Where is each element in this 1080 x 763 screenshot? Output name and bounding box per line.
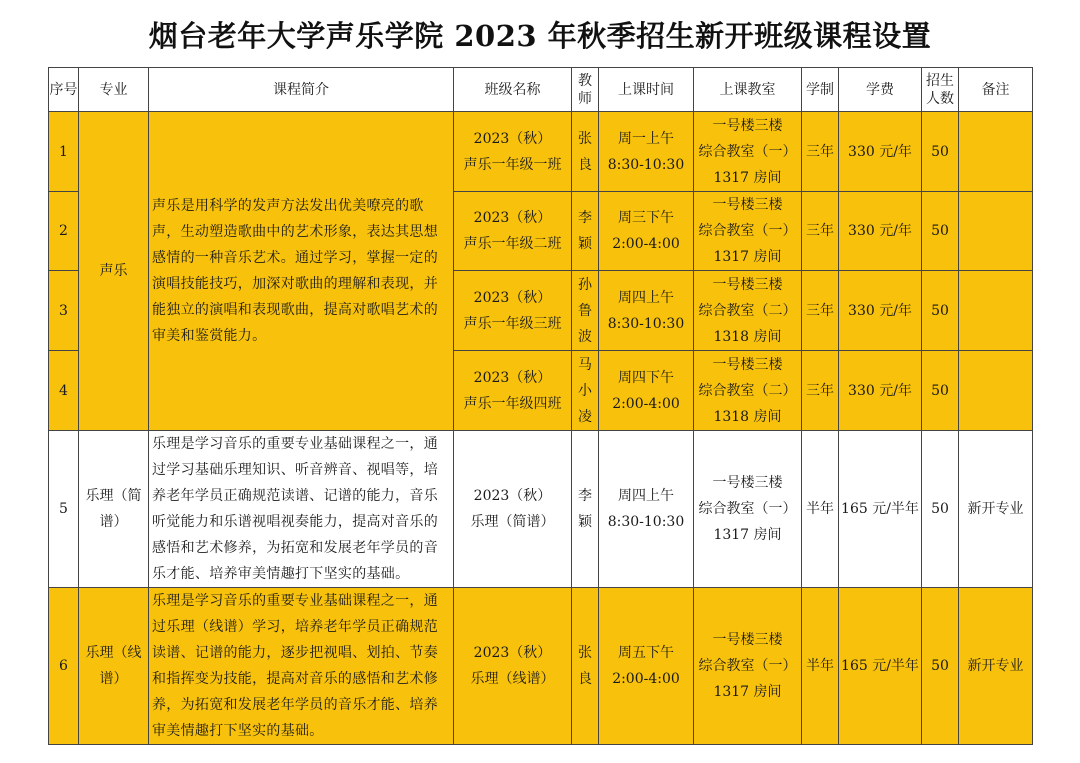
room-cell: 一号楼三楼 综合教室（一） 1317 房间	[694, 431, 802, 588]
intro-cell: 乐理是学习音乐的重要专业基础课程之一，通过乐理（线谱）学习，培养老年学员正确规范读谱、记谱的能力，逐步把视唱、划拍、节奏和指挥变为技能，提高对音乐的感悟和艺术修养，为拓宽和发展老年学员的音乐才能、培养审美情趣打下坚实的基础。	[149, 588, 454, 745]
fee-cell: 165 元/半年	[839, 431, 922, 588]
teacher-cell: 张良	[572, 588, 599, 745]
time-cell: 周四上午 8:30-10:30	[599, 271, 694, 351]
major-cell: 乐理（线谱）	[79, 588, 149, 745]
header-time: 上课时间	[599, 68, 694, 112]
header-class-name: 班级名称	[454, 68, 572, 112]
duration-cell: 半年	[802, 588, 839, 745]
duration-cell: 三年	[802, 351, 839, 431]
notes-cell	[959, 271, 1033, 351]
room-cell: 一号楼三楼 综合教室（一） 1317 房间	[694, 112, 802, 192]
fee-cell: 330 元/年	[839, 271, 922, 351]
class-name-cell: 2023（秋） 声乐一年级三班	[454, 271, 572, 351]
teacher-cell: 李颖	[572, 192, 599, 271]
fee-cell: 330 元/年	[839, 112, 922, 192]
major-cell: 乐理（简谱）	[79, 431, 149, 588]
row-index: 6	[49, 588, 79, 745]
quota-cell: 50	[922, 192, 959, 271]
header-intro: 课程简介	[149, 68, 454, 112]
room-cell: 一号楼三楼 综合教室（二） 1318 房间	[694, 351, 802, 431]
row-index: 5	[49, 431, 79, 588]
class-name-cell: 2023（秋） 声乐一年级二班	[454, 192, 572, 271]
teacher-cell: 孙鲁波	[572, 271, 599, 351]
table-row	[49, 112, 1033, 192]
quota-cell: 50	[922, 431, 959, 588]
time-cell: 周一上午 8:30-10:30	[599, 112, 694, 192]
page-title: 烟台老年大学声乐学院 2023 年秋季招生新开班级课程设置	[148, 19, 932, 53]
room-cell: 一号楼三楼 综合教室（一） 1317 房间	[694, 192, 802, 271]
quota-cell: 50	[922, 271, 959, 351]
intro-cell: 声乐是用科学的发声方法发出优美嘹亮的歌声，生动塑造歌曲中的艺术形象，表达其思想感情的一种音乐艺术。通过学习，掌握一定的演唱技能技巧，加深对歌曲的理解和表现，并能独立的演唱和表现歌曲，提高对歌唱艺术的审美和鉴赏能力。	[149, 112, 454, 431]
class-name-cell: 2023（秋） 乐理（线谱）	[454, 588, 572, 745]
course-table	[48, 67, 1033, 745]
fee-cell: 165 元/半年	[839, 588, 922, 745]
table-row	[49, 588, 1033, 745]
major-cell: 声乐	[79, 112, 149, 431]
quota-cell: 50	[922, 588, 959, 745]
header-teacher: 教师	[572, 68, 599, 112]
quota-cell: 50	[922, 351, 959, 431]
teacher-cell: 马小凌	[572, 351, 599, 431]
header-fee: 学费	[839, 68, 922, 112]
room-cell: 一号楼三楼 综合教室（二） 1318 房间	[694, 271, 802, 351]
class-name-cell: 2023（秋） 声乐一年级四班	[454, 351, 572, 431]
time-cell: 周五下午 2:00-4:00	[599, 588, 694, 745]
class-name-cell: 2023（秋） 声乐一年级一班	[454, 112, 572, 192]
notes-cell	[959, 112, 1033, 192]
room-cell: 一号楼三楼 综合教室（一） 1317 房间	[694, 588, 802, 745]
notes-cell: 新开专业	[959, 588, 1033, 745]
row-index: 2	[49, 192, 79, 271]
duration-cell: 三年	[802, 192, 839, 271]
notes-cell	[959, 192, 1033, 271]
row-index: 4	[49, 351, 79, 431]
duration-cell: 半年	[802, 431, 839, 588]
header-room: 上课教室	[694, 68, 802, 112]
notes-cell: 新开专业	[959, 431, 1033, 588]
header-notes: 备注	[959, 68, 1033, 112]
time-cell: 周四下午 2:00-4:00	[599, 351, 694, 431]
fee-cell: 330 元/年	[839, 351, 922, 431]
time-cell: 周四上午 8:30-10:30	[599, 431, 694, 588]
header-row	[49, 68, 1033, 112]
quota-cell: 50	[922, 112, 959, 192]
teacher-cell: 李颖	[572, 431, 599, 588]
duration-cell: 三年	[802, 112, 839, 192]
duration-cell: 三年	[802, 271, 839, 351]
header-quota: 招生人数	[922, 68, 959, 112]
teacher-cell: 张良	[572, 112, 599, 192]
notes-cell	[959, 351, 1033, 431]
time-cell: 周三下午 2:00-4:00	[599, 192, 694, 271]
header-major: 专业	[79, 68, 149, 112]
row-index: 3	[49, 271, 79, 351]
table-row	[49, 431, 1033, 588]
class-name-cell: 2023（秋） 乐理（简谱）	[454, 431, 572, 588]
header-index: 序号	[49, 68, 79, 112]
row-index: 1	[49, 112, 79, 192]
header-duration: 学制	[802, 68, 839, 112]
fee-cell: 330 元/年	[839, 192, 922, 271]
intro-cell: 乐理是学习音乐的重要专业基础课程之一，通过学习基础乐理知识、听音辨音、视唱等，培养老年学员正确规范读谱、记谱的能力，音乐听觉能力和乐谱视唱视奏能力，提高对音乐的感悟和艺术修养，为拓宽和发展老年学员的音乐才能、培养审美情趣打下坚实的基础。	[149, 431, 454, 588]
